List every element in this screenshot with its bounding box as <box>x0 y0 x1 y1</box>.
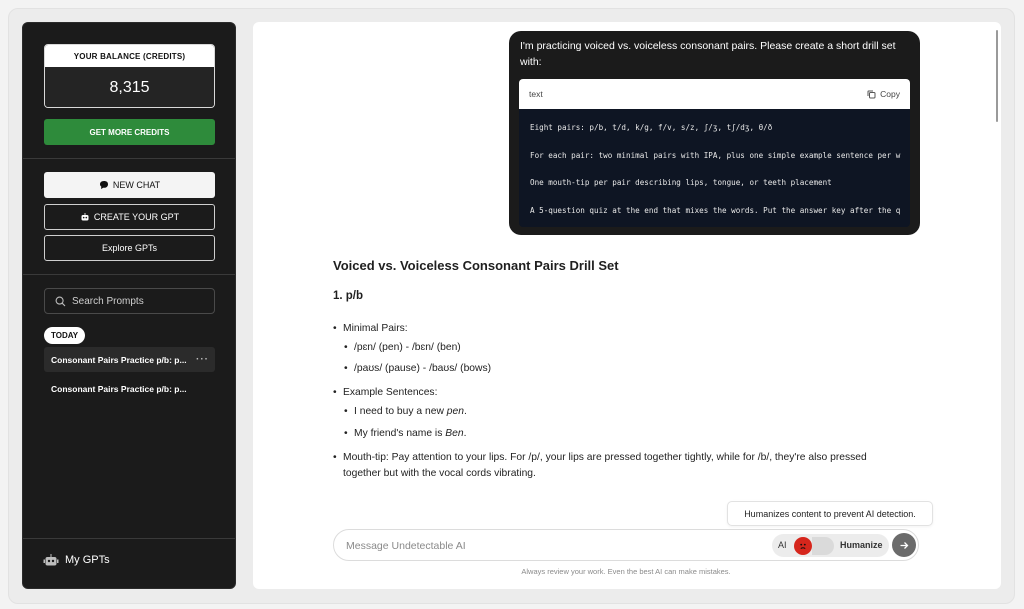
robot-icon <box>80 212 90 222</box>
code-block-header <box>519 79 910 109</box>
copy-button[interactable] <box>867 89 900 99</box>
history-item[interactable] <box>44 347 215 372</box>
code-language: text <box>529 89 543 99</box>
my-gpts-label: My GPTs <box>65 554 110 566</box>
sidebar-divider <box>23 538 235 539</box>
user-message <box>509 31 920 235</box>
list-item: • /paʊs/ (pause) - /baʊs/ (bows) <box>354 363 491 374</box>
list-item: • Mouth-tip: Pay attention to your lips. For /p/, your lips are pressed together tightly, while for /b/, they're also pressed <box>343 452 867 463</box>
code-line: Eight pairs: p/b, t/d, k/g, f/v, s/z, ʃ/ʒ, tʃ/dʒ, θ/ð <box>530 123 773 132</box>
list-item: • Example Sentences: <box>343 387 437 398</box>
humanize-tooltip: Humanizes content to prevent AI detection. <box>727 501 933 526</box>
response-title: Voiced vs. Voiceless Consonant Pairs Drill Set <box>333 258 619 273</box>
copy-label: Copy <box>880 89 900 99</box>
humanize-toggle[interactable] <box>772 534 889 557</box>
list-item <box>354 428 466 439</box>
sidebar <box>22 22 236 589</box>
disclaimer: Always review your work. Even the best AI can make mistakes. <box>521 567 731 576</box>
my-gpts-link[interactable] <box>43 553 110 567</box>
balance-title: YOUR BALANCE (CREDITS) <box>45 45 214 67</box>
balance-value: 8,315 <box>45 67 214 108</box>
today-badge: TODAY <box>44 327 85 344</box>
list-item: • /pɛn/ (pen) - /bɛn/ (ben) <box>354 342 461 353</box>
list-item-continuation: together but with the vocal cords vibrating. <box>343 468 536 479</box>
copy-icon <box>867 90 876 99</box>
sentence-end: . <box>463 406 467 417</box>
sentence-emphasis: Ben <box>445 428 464 439</box>
code-block <box>519 109 910 227</box>
toggle-humanize-label: Humanize <box>840 540 883 550</box>
sentence-emphasis: pen <box>446 406 464 417</box>
user-message-text: I'm practicing voiced vs. voiceless consonant pairs. Please create a short drill set with: <box>520 40 896 68</box>
search-placeholder: Search Prompts <box>72 295 144 307</box>
toggle-ai-label: AI <box>778 540 787 550</box>
sidebar-divider <box>23 158 235 159</box>
sentence-text: My friend's name is <box>354 428 446 439</box>
scrollbar[interactable] <box>996 30 998 122</box>
sentence-text: I need to buy a new <box>354 406 447 417</box>
arrow-right-icon <box>899 540 910 551</box>
list-item: • Minimal Pairs: <box>343 323 408 334</box>
search-prompts-input[interactable] <box>44 288 215 314</box>
explore-gpts-label: Explore GPTs <box>101 243 158 253</box>
explore-gpts-button[interactable] <box>44 235 215 261</box>
code-line: One mouth-tip per pair describing lips, tongue, or teeth placement <box>530 178 832 187</box>
toggle-track <box>812 537 834 555</box>
code-line: For each pair: two minimal pairs with IPA, plus one simple example sentence per w <box>530 151 901 160</box>
history-item[interactable] <box>44 376 215 401</box>
sidebar-divider <box>23 274 235 275</box>
history-item-title: Consonant Pairs Practice p/b: p... <box>51 354 187 365</box>
sad-face-icon <box>794 537 812 555</box>
create-gpt-label: CREATE YOUR GPT <box>93 212 180 222</box>
code-line: A 5-question quiz at the end that mixes the words. Put the answer key after the q <box>530 206 901 215</box>
robot-icon <box>43 553 59 567</box>
search-icon <box>55 296 66 307</box>
message-input[interactable] <box>346 537 746 555</box>
list-item <box>354 406 467 417</box>
chat-bubble-icon <box>99 180 109 190</box>
message-composer <box>333 529 919 561</box>
new-chat-button[interactable] <box>44 172 215 198</box>
history-item-title: Consonant Pairs Practice p/b: p... <box>51 383 187 394</box>
send-button[interactable] <box>892 533 916 557</box>
sentence-end: . <box>463 428 467 439</box>
create-gpt-button[interactable] <box>44 204 215 230</box>
new-chat-label: NEW CHAT <box>112 180 161 190</box>
section-heading: 1. p/b <box>333 290 364 302</box>
balance-card <box>44 44 215 108</box>
more-options-icon[interactable]: ··· <box>196 354 209 365</box>
get-more-credits-button[interactable]: GET MORE CREDITS <box>44 119 215 145</box>
